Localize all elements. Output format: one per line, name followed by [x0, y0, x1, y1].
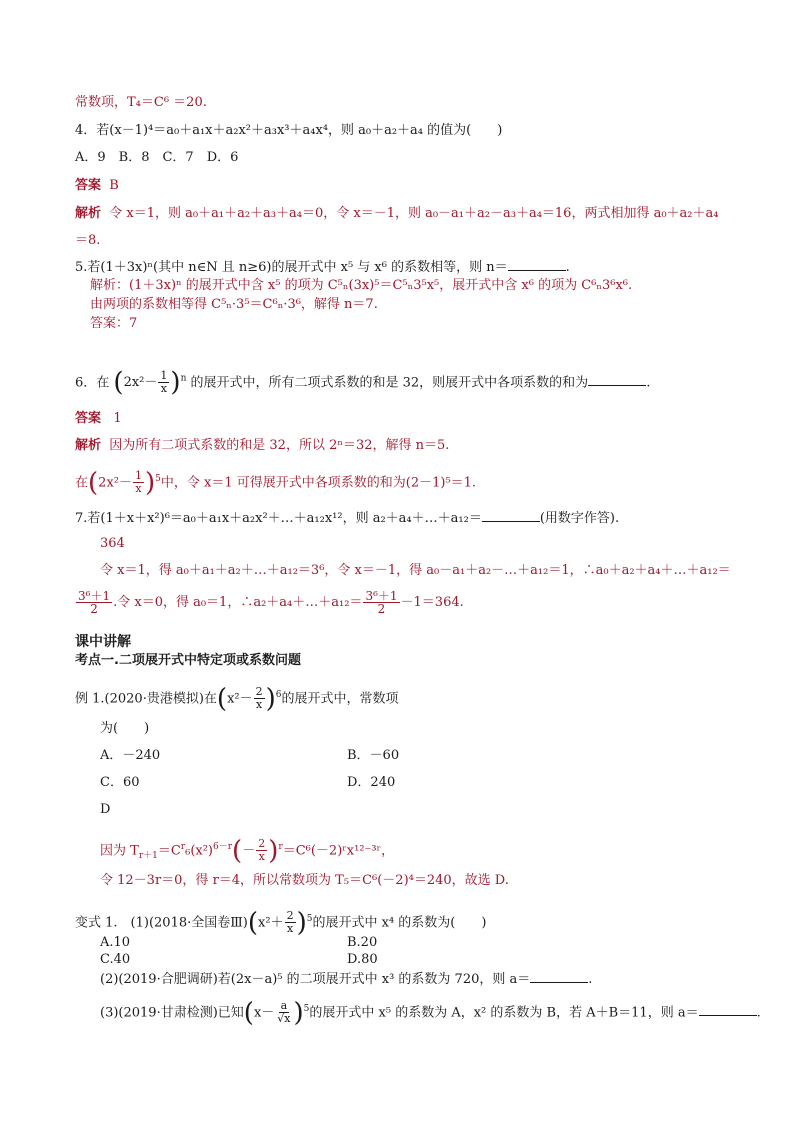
variation-option-d: D.80 [347, 952, 378, 967]
example-1: 例 1.(2020·贵港模拟)在(x²－ $\frac{2}{x}$ )$^6$的展开式中，常数项 [75, 683, 399, 714]
answer-blank[interactable] [699, 1003, 757, 1016]
question-4-answer [75, 177, 119, 195]
example-1-cont: 为( ) [100, 721, 150, 736]
question-4-solution [75, 205, 718, 223]
answer-value: 1 [113, 411, 122, 426]
variation-option-c: C.40 [100, 952, 131, 967]
option-b: B．－60 [347, 748, 400, 763]
topic-heading: 考点一.二项展开式中特定项或系数问题 [75, 653, 301, 668]
option-c: C．60 [100, 775, 140, 790]
variation-1-1: 变式 1. (1)(2018·全国卷Ⅲ)(x²＋ $\frac{2}{x}$ )$^5$的展开式中 x⁴ 的系数为( ) [75, 907, 487, 938]
variation-1-3: (3)(2019·甘肃检测)已知(x－ $\frac{a}{√x}$ )$^5$的展开式中 x⁵ 的系数为 A，x² 的系数为 B，若 A＋B＝11，则 a＝ . [100, 997, 761, 1028]
question-5-answer: 答案：7 [90, 316, 138, 331]
question-7-answer: 364 [100, 536, 125, 551]
answer-value: B [109, 178, 119, 193]
question-4-options: A．9 B．8 C．7 D．6 [75, 150, 239, 165]
solution-label: 解析 [75, 438, 102, 453]
solution-text: 令 x＝1，则 a₀＋a₁＋a₂＋a₃＋a₄＝0，令 x＝－1，则 a₀－a₁＋a₂－a₃＋a₄＝16，两式相加得 a₀＋a₂＋a₄ [109, 206, 719, 221]
question-5: 5.若(1＋3x)ⁿ(其中 n∈N 且 n≥6)的展开式中 x⁵ 与 x⁶ 的系数相等，则 n＝ . [75, 260, 570, 275]
answer-blank[interactable] [482, 509, 540, 522]
example-1-solution-1: 因为 $T_{r+1}=C^r_6(x^2)^{6-r}(-$ $\frac{2}{x}$ )$^r$＝C⁶(－2)ʳx¹²⁻³ʳ， [100, 835, 395, 866]
answer-blank[interactable] [530, 970, 588, 983]
question-7: 7.若(1＋x＋x²)⁶＝a₀＋a₁x＋a₂x²＋…＋a₁₂x¹²，则 a₂＋a₄＋…＋a₁₂＝ (用数字作答). [75, 511, 620, 526]
question-4-solution-cont: ＝8. [75, 233, 101, 248]
option-a: A．－240 [100, 748, 161, 763]
question-5-solution-1: 解析：(1＋3x)ⁿ 的展开式中含 x⁵ 的项为 C⁵ₙ(3x)⁵＝C⁵ₙ3⁵x⁵，展开式中含 x⁶ 的项为 C⁶ₙ3⁶x⁶. [90, 278, 633, 293]
section-heading: 课中讲解 [75, 634, 131, 650]
question-6-solution-2: 在(2x²－ $\frac{1}{x}$ )$^5$中，令 x＝1 可得展开式中各项系数的和为(2－1)⁵＝1. [75, 467, 477, 498]
solution-text: 因为所有二项式系数的和是 32，所以 2ⁿ＝32，解得 n＝5. [109, 438, 450, 453]
option-d: D．240 [347, 775, 396, 790]
variation-1-2: (2)(2019·合肥调研)若(2x－a)⁵ 的二项展开式中 x³ 的系数为 720，则 a＝ . [100, 972, 593, 987]
question-5-solution-2: 由两项的系数相等得 C⁵ₙ·3⁵＝C⁶ₙ·3⁶，解得 n＝7. [90, 297, 378, 312]
example-1-solution-2: 令 12－3r＝0，得 r＝4，所以常数项为 T₅＝C⁶(－2)⁴＝240，故选 D. [100, 873, 509, 888]
answer-label: 答案 [75, 411, 102, 426]
answer-label: 答案 [75, 178, 102, 193]
example-1-answer: D [100, 802, 111, 817]
solution-label: 解析 [75, 206, 102, 221]
question-6-solution [75, 437, 449, 455]
answer-blank[interactable] [508, 258, 566, 271]
variation-option-a: A.10 [100, 935, 131, 950]
prev-answer-line: 常数项，T₄＝C⁶ ＝20. [75, 95, 207, 110]
question-6-answer [75, 410, 122, 428]
question-6: 6．在 (2x²－ $\frac{1}{x}$ )$^n$ 的展开式中，所有二项式系数的和是 32，则展开式中各项系数的和为 . [75, 367, 651, 398]
question-7-solution-1: 令 x＝1，得 a₀＋a₁＋a₂＋…＋a₁₂＝3⁶，令 x＝－1，得 a₀－a₁＋a₂－…＋a₁₂＝1，∴a₀＋a₂＋a₄＋…＋a₁₂＝ [100, 563, 731, 578]
question-7-solution-2: $\frac{\text{3⁶＋1}}{2}$ .令 x＝0，得 a₀＝1，∴a₂＋a₄＋…＋a₁₂＝ $\frac{\text{3⁶＋1}}{2}$ －1＝364. [78, 589, 464, 616]
question-4: 4．若(x－1)⁴＝a₀＋a₁x＋a₂x²＋a₃x³＋a₄x⁴，则 a₀＋a₂＋a₄ 的值为( ) [75, 123, 503, 138]
variation-option-b: B.20 [347, 935, 378, 950]
expression-2x2-minus-1-over-x-pow-n: (2x²－ $\frac{1}{x}$ )$^n$ [113, 367, 187, 398]
answer-blank[interactable] [588, 373, 646, 386]
